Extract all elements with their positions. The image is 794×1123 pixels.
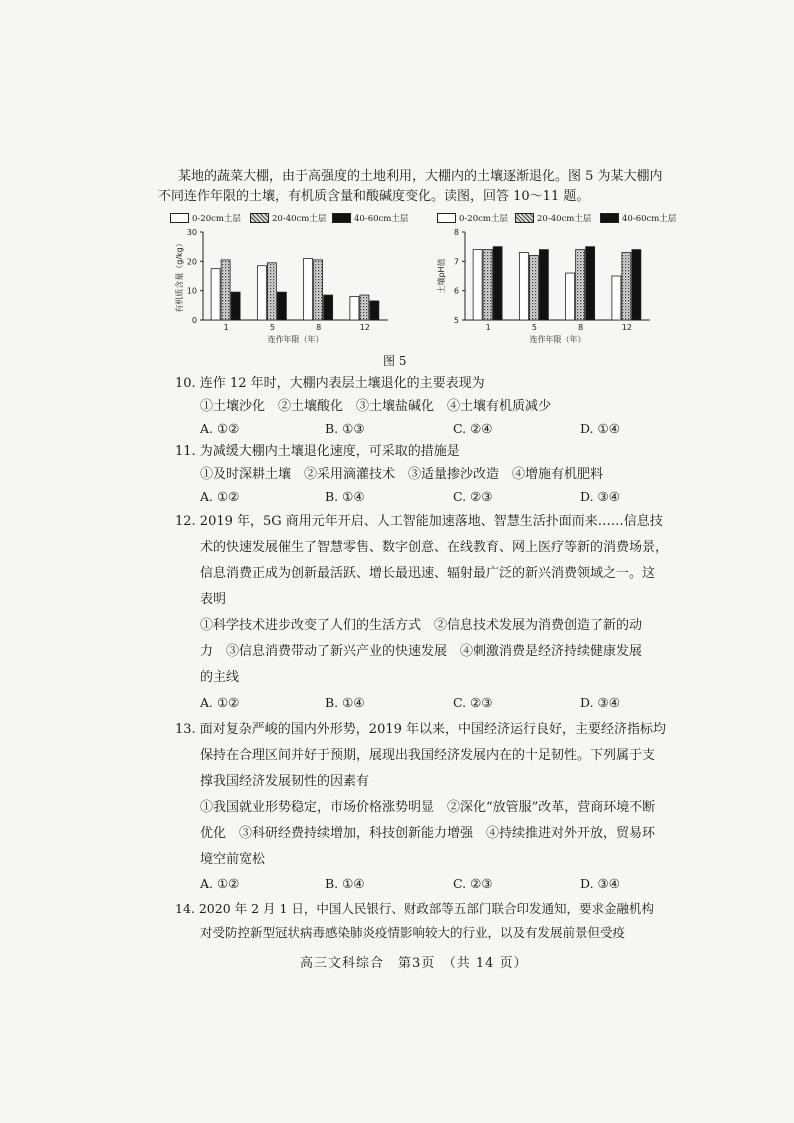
bar [304,258,313,320]
bar [267,263,276,320]
bar [211,269,220,320]
y-tick-label: 20 [186,257,197,267]
bar [519,253,528,320]
y-tick-label: 5 [453,316,459,325]
q13-option-a: A. ①② [200,876,240,891]
y-tick-label: 0 [191,316,197,325]
q11-items: ①及时深耕土壤 ②采用滴灌技术 ③适量掺沙改造 ④增施有机肥料 [200,467,604,482]
bar [539,250,548,320]
q11-option-d: D. ③④ [580,489,620,504]
x-tick-label: 5 [531,323,537,332]
bar [576,250,585,320]
q11-stem: 11. 为减缓大棚内土壤退化速度，可采取的措施是 [175,444,460,459]
q10-items: ①土壤沙化 ②土壤酸化 ③土壤盐碱化 ④土壤有机质减少 [200,399,552,414]
x-axis-label: 连作年限（年） [529,335,586,344]
q13-item-2: 优化 ③科研经费持续增加，科技创新能力增强 ④持续推进对外开放，贸易环 [200,826,656,841]
q13-line-2: 保持在合理区间并好于预期，展现出我国经济发展内在的十足韧性。下列属于支 [200,748,656,763]
x-tick-label: 12 [621,323,632,332]
y-axis-label: 有机质含量（g/kg） [175,239,184,313]
q10-stem: 10. 连作 12 年时，大棚内表层土壤退化的主要表现为 [175,376,485,391]
q10-option-d: D. ①④ [580,421,620,436]
x-tick-label: 12 [359,323,370,332]
q14-line-2: 对受防控新型冠状病毒感染肺炎疫情影响较大的行业，以及有发展前景但受疫 [200,925,626,940]
q13-option-b: B. ①④ [325,876,365,891]
q12-option-c: C. ②③ [453,695,493,710]
intro-line-1: 某地的蔬菜大棚，由于高强度的土地利用，大棚内的土壤逐渐退化。图 5 为某大棚内 [178,169,663,184]
legend-40-60-right: 40-60cm土层 [600,212,676,224]
bar [257,266,266,320]
legend-0-20-right: 0-20cm土层 [437,212,508,224]
y-tick-label: 6 [453,286,459,296]
bar [350,297,359,320]
y-tick-label: 8 [453,228,459,237]
figure-label: 图 5 [383,354,407,368]
q12-item-1: ①科学技术进步改变了人们的生活方式 ②信息技术发展为消费创造了新的动 [200,618,643,633]
bar [231,292,240,320]
q12-line-2: 术的快速发展催生了智慧零售、数字创意、在线教育、网上医疗等新的消费场景， [200,540,669,555]
q14-line-1: 14. 2020 年 2 月 1 日，中国人民银行、财政部等五部门联合印发通知，要求金融机构 [175,901,654,916]
q13-option-c: C. ②③ [453,876,493,891]
legend-20-40: 20-40cm土层 [250,212,326,224]
bar [314,260,323,320]
q12-line-3: 信息消费正成为创新最活跃、增长最迅速、辐射最广泛的新兴消费领域之一。这 [200,566,656,581]
bar [370,301,379,320]
q10-option-b: B. ①③ [325,421,365,436]
q12-line-1: 12. 2019 年，5G 商用元年开启、人工智能加速落地、智慧生活扑面而来……信息技 [175,514,663,529]
legend-20-40-right: 20-40cm土层 [515,212,591,224]
q11-option-b: B. ①④ [325,489,365,504]
x-tick-label: 5 [269,323,275,332]
legend-0-20: 0-20cm土层 [170,212,241,224]
intro-line-2: 不同连作年限的土壤，有机质含量和酸碱度变化。读图，回答 10～11 题。 [158,189,590,204]
q12-item-2: 力 ③信息消费带动了新兴产业的快速发展 ④刺激消费是经济持续健康发展 [200,644,643,659]
q13-item-1: ①我国就业形势稳定，市场价格涨势明显 ②深化“放管服”改革，营商环境不断 [200,800,656,815]
bar [529,255,538,320]
bar [221,260,230,320]
bar [483,250,492,320]
bar [566,273,575,320]
bar [632,250,641,320]
x-tick-label: 1 [223,323,229,332]
bar [360,295,369,320]
q12-option-d: D. ③④ [580,695,620,710]
bar [622,253,631,320]
q12-option-a: A. ①② [200,695,240,710]
q13-item-3: 境空前宽松 [200,852,266,867]
q12-item-3: 的主线 [200,670,240,685]
q11-option-c: C. ②③ [453,489,493,504]
q11-option-a: A. ①② [200,489,240,504]
organic-matter-chart [168,222,408,350]
x-axis-label: 连作年限（年） [267,335,324,344]
q12-line-4: 表明 [200,592,227,607]
y-tick-label: 7 [453,257,459,267]
x-tick-label: 8 [578,323,584,332]
bar [586,247,595,320]
bar [493,247,502,320]
x-tick-label: 8 [316,323,322,332]
bar [473,250,482,320]
q13-option-d: D. ③④ [580,876,620,891]
q13-line-1: 13. 面对复杂严峻的国内外形势，2019 年以来，中国经济运行良好，主要经济指标均 [175,722,667,737]
y-tick-label: 30 [186,228,197,237]
page-footer: 高三文科综合 第3页 （共 14 页） [300,956,528,971]
y-axis-label: 土壤pH值 [437,258,446,294]
q12-option-b: B. ①④ [325,695,365,710]
q13-line-3: 撑我国经济发展韧性的因素有 [200,774,370,789]
bar [277,292,286,320]
bar [612,276,621,320]
y-tick-label: 10 [186,286,197,296]
ph-chart [430,222,670,350]
x-tick-label: 1 [485,323,491,332]
q10-option-a: A. ①② [200,421,240,436]
bar [324,295,333,320]
legend-40-60: 40-60cm土层 [332,212,408,224]
q10-option-c: C. ②④ [453,421,493,436]
